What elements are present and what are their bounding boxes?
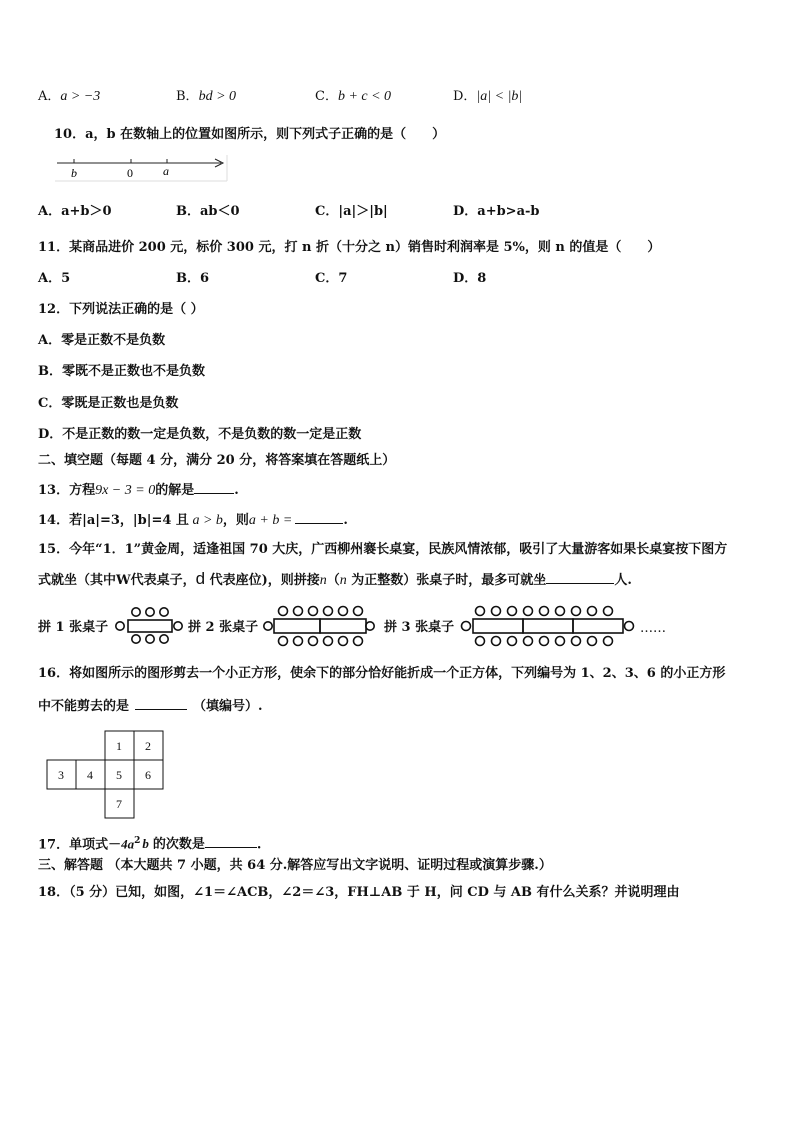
q11-stem: 11．某商品进价 200 元，标价 300 元，打 n 折（十分之 n）销售时利润率是 5%，则 n 的值是（ ） bbox=[38, 240, 661, 255]
q15-ellipsis: …… bbox=[640, 621, 666, 636]
net-cell-1: 1 bbox=[116, 739, 122, 753]
q15-answer-blank bbox=[546, 571, 614, 584]
axis-label-a: a bbox=[163, 164, 169, 178]
q9-option-c: C．b + c < 0 bbox=[315, 89, 392, 104]
three-tables-figure bbox=[460, 604, 638, 646]
q12-option-b: B．零既不是正数也不是负数 bbox=[38, 364, 205, 379]
net-cell-3: 3 bbox=[58, 768, 64, 782]
axis-label-0: 0 bbox=[127, 166, 133, 180]
q12-option-a: A．零是正数不是负数 bbox=[38, 333, 166, 348]
q11-option-c: C．7 bbox=[315, 271, 348, 286]
q15-label-2: 拼 2 张桌子 bbox=[188, 620, 259, 635]
q16-answer-blank bbox=[135, 697, 187, 710]
q13-answer-blank bbox=[194, 481, 234, 494]
q16-line-2: 中不能剪去的是 （填编号）. bbox=[38, 699, 263, 714]
q10-option-c: C．|a|＞|b| bbox=[315, 204, 388, 219]
q18: 18．（5 分）已知，如图，∠1＝∠ACB，∠2＝∠3，FH⊥AB 于 H，问 CD 与 AB 有什么关系？并说明理由 bbox=[38, 885, 680, 900]
net-cell-6: 6 bbox=[145, 768, 151, 782]
q17-answer-blank bbox=[205, 835, 257, 848]
net-cell-7: 7 bbox=[116, 797, 122, 811]
q16-line-1: 16．将如图所示的图形剪去一个小正方形，使余下的部分恰好能折成一个正方体，下列编号为 1、2、3、6 的小正方形 bbox=[38, 666, 726, 681]
q12-option-c: C．零既是正数也是负数 bbox=[38, 396, 179, 411]
q12-stem: 12．下列说法正确的是（ ） bbox=[38, 302, 204, 317]
net-cell-5: 5 bbox=[116, 768, 122, 782]
q9-option-a: A．a > −3 bbox=[38, 89, 101, 104]
q15-line-1: 15．今年“1．1”黄金周，适逢祖国 70 大庆，广西柳州褰长桌宴，民族风情浓郁，吸引了大量游客如果长桌宴按下图方 bbox=[38, 542, 728, 557]
q17: 17．单项式$-4a^2$ b 的次数是 . bbox=[38, 836, 262, 853]
q9-option-d: D．|a| < |b| bbox=[453, 89, 523, 104]
cube-net-figure bbox=[46, 731, 164, 821]
q11-option-a: A．5 bbox=[38, 271, 71, 286]
q11-option-b: B．6 bbox=[176, 271, 210, 286]
q15-label-3: 拼 3 张桌子 bbox=[384, 620, 455, 635]
two-tables-figure bbox=[263, 604, 373, 646]
q10-option-d: D．a+b>a-b bbox=[453, 204, 540, 219]
q10-option-b: B．ab＜0 bbox=[176, 204, 240, 219]
net-cell-2: 2 bbox=[145, 739, 151, 753]
q10-option-a: A．a+b＞0 bbox=[38, 204, 112, 219]
q15-line-2: 式就坐（其中W代表桌子，d 代表座位)，则拼接n（n 为正整数）张桌子时，最多可就坐 人. bbox=[38, 569, 632, 588]
q15-label-1: 拼 1 张桌子 bbox=[38, 620, 109, 635]
one-table-figure bbox=[113, 606, 183, 644]
q14-answer-blank bbox=[295, 511, 343, 524]
net-cell-4: 4 bbox=[87, 768, 93, 782]
section-3-heading: 三、解答题 （本大题共 7 小题，共 64 分.解答应写出文字说明、证明过程或演算步骤.） bbox=[38, 858, 552, 873]
q14: 14．若|a|=3，|b|=4 且 a > b，则a + b = . bbox=[38, 513, 348, 528]
axis-label-b: b bbox=[71, 166, 77, 180]
number-line-figure bbox=[55, 155, 230, 183]
q9-option-b: B．bd > 0 bbox=[176, 89, 237, 104]
q12-option-d: D．不是正数的数一定是负数，不是负数的数一定是正数 bbox=[38, 427, 362, 442]
q11-option-d: D．8 bbox=[453, 271, 487, 286]
q13: 13．方程9x − 3 = 0的解是 . bbox=[38, 483, 239, 498]
q10-stem: 10．a，b 在数轴上的位置如图所示，则下列式子正确的是（ ） bbox=[54, 127, 446, 142]
section-2-heading: 二、填空题（每题 4 分，满分 20 分，将答案填在答题纸上） bbox=[38, 453, 396, 468]
